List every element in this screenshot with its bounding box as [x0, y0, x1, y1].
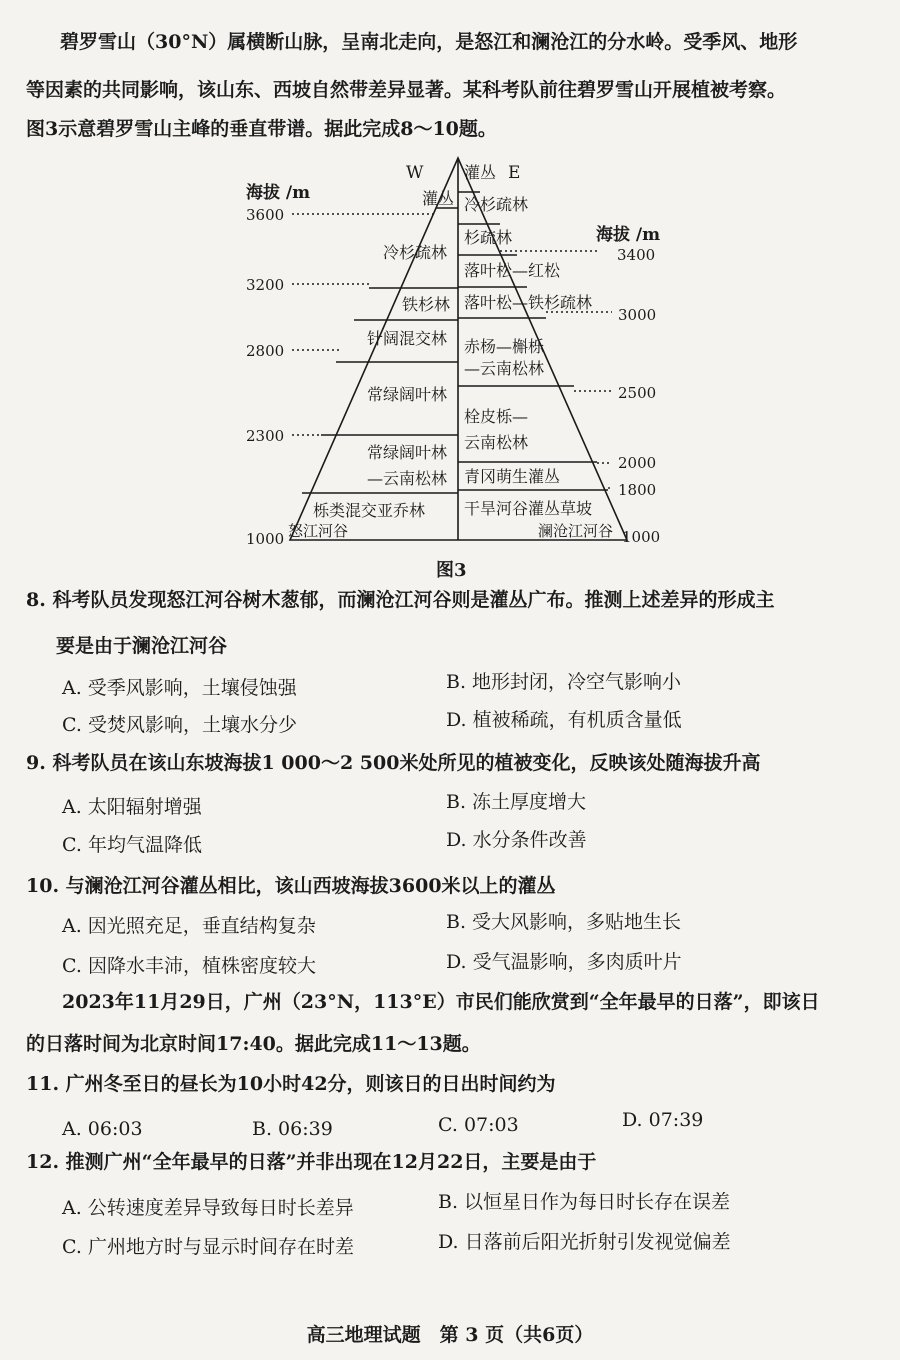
intro2-line-2: 的日落时间为北京时间17:40。据此完成11～13题。 [26, 1033, 481, 1055]
left-tick: 1000 [246, 530, 285, 548]
west-zone: 栎类混交亚乔林 [313, 501, 426, 520]
q10-option-c[interactable]: C. 因降水丰沛，植株密度较大 [62, 955, 316, 977]
east-zone: —云南松林 [464, 359, 545, 378]
q12-option-c[interactable]: C. 广州地方时与显示时间存在时差 [62, 1236, 354, 1258]
west-zone: 冷杉疏林 [383, 243, 448, 262]
q11-stem: 11. 广州冬至日的昼长为10小时42分，则该日的日出时间约为 [26, 1073, 556, 1095]
q9-option-c[interactable]: C. 年均气温降低 [62, 834, 202, 856]
west-zone: 针阔混交林 [367, 329, 448, 348]
intro-line-1: 碧罗雪山（30°N）属横断山脉，呈南北走向，是怒江和澜沧江的分水岭。受季风、地形 [60, 31, 798, 53]
intro-line-3: 图3示意碧罗雪山主峰的垂直带谱。据此完成8～10题。 [26, 118, 497, 140]
east-zone: 青冈萌生灌丛 [464, 467, 561, 486]
intro-line-2: 等因素的共同影响，该山东、西坡自然带差异显著。某科考队前往碧罗雪山开展植被考察。 [26, 79, 787, 101]
q10-option-b[interactable]: B. 受大风影响，多贴地生长 [446, 911, 682, 933]
q9-option-a[interactable]: A. 太阳辐射增强 [62, 796, 202, 818]
q12-option-a[interactable]: A. 公转速度差异导致每日时长差异 [62, 1197, 354, 1219]
q11-option-a[interactable]: A. 06:03 [62, 1118, 143, 1140]
right-tick: 3400 [617, 246, 656, 264]
right-tick: 2500 [618, 384, 657, 402]
left-tick: 3200 [246, 276, 285, 294]
q8-option-d[interactable]: D. 植被稀疏，有机质含量低 [446, 709, 682, 731]
left-tick: 2300 [246, 427, 285, 445]
q11-option-d[interactable]: D. 07:39 [622, 1109, 704, 1131]
east-valley-label: 澜沧江河谷 [538, 522, 614, 540]
east-zone: 云南松林 [464, 433, 529, 452]
vertical-zonation-figure [0, 150, 900, 590]
right-tick: 1000 [622, 528, 661, 546]
east-zone: 落叶松—红松 [464, 261, 561, 280]
q9-option-d[interactable]: D. 水分条件改善 [446, 829, 587, 851]
west-zone: 铁杉林 [402, 295, 451, 314]
east-zone: 冷杉疏林 [464, 195, 529, 214]
q10-option-a[interactable]: A. 因光照充足，垂直结构复杂 [62, 915, 316, 937]
left-tick: 2800 [246, 342, 285, 360]
east-zone: 杉疏林 [464, 228, 513, 247]
figure-caption: 图3 [436, 560, 467, 581]
east-zone: 干旱河谷灌丛草坡 [464, 499, 593, 518]
right-tick: 3000 [618, 306, 657, 324]
left-axis-title: 海拔 /m [246, 183, 311, 203]
q8-stem-line-1: 8. 科考队员发现怒江河谷树木葱郁，而澜沧江河谷则是灌丛广布。推测上述差异的形成主 [26, 589, 775, 611]
west-zone: 灌丛 [422, 189, 455, 208]
q12-stem: 12. 推测广州“全年最早的日落”并非出现在12月22日，主要是由于 [26, 1151, 597, 1173]
east-zone: 栓皮栎— [464, 407, 529, 426]
page-footer: 高三地理试题 第 3 页（共6页） [306, 1324, 594, 1346]
right-axis-title: 海拔 /m [596, 225, 661, 245]
q8-stem-line-2: 要是由于澜沧江河谷 [56, 635, 228, 657]
q12-option-b[interactable]: B. 以恒星日作为每日时长存在误差 [438, 1191, 731, 1213]
west-direction-label: W [406, 163, 424, 183]
west-zone: —云南松林 [367, 469, 448, 488]
q9-stem: 9. 科考队员在该山东坡海拔1 000～2 500米处所见的植被变化，反映该处随海拔升高 [26, 752, 761, 774]
q8-option-b[interactable]: B. 地形封闭，冷空气影响小 [446, 671, 682, 693]
right-tick: 1800 [618, 481, 657, 499]
west-valley-label: 怒江河谷 [288, 522, 349, 540]
q8-option-c[interactable]: C. 受焚风影响，土壤水分少 [62, 714, 297, 736]
east-zone: 赤杨—槲栎 [464, 337, 545, 356]
east-zone: 落叶松—铁杉疏林 [464, 293, 593, 312]
q11-option-b[interactable]: B. 06:39 [252, 1118, 333, 1140]
q12-option-d[interactable]: D. 日落前后阳光折射引发视觉偏差 [438, 1231, 731, 1253]
q10-stem: 10. 与澜沧江河谷灌丛相比，该山西坡海拔3600米以上的灌丛 [26, 875, 556, 897]
q10-option-d[interactable]: D. 受气温影响，多肉质叶片 [446, 951, 682, 973]
right-tick: 2000 [618, 454, 657, 472]
q8-option-a[interactable]: A. 受季风影响，土壤侵蚀强 [62, 677, 297, 699]
q11-option-c[interactable]: C. 07:03 [438, 1114, 519, 1136]
west-zone: 常绿阔叶林 [367, 443, 448, 462]
q9-option-b[interactable]: B. 冻土厚度增大 [446, 791, 587, 813]
east-zone: 灌丛 [464, 163, 497, 182]
east-direction-label: E [508, 163, 521, 183]
west-zone: 常绿阔叶林 [367, 385, 448, 404]
left-tick: 3600 [246, 206, 285, 224]
intro2-line-1: 2023年11月29日，广州（23°N，113°E）市民们能欣赏到“全年最早的日落”，即该日 [62, 991, 820, 1013]
